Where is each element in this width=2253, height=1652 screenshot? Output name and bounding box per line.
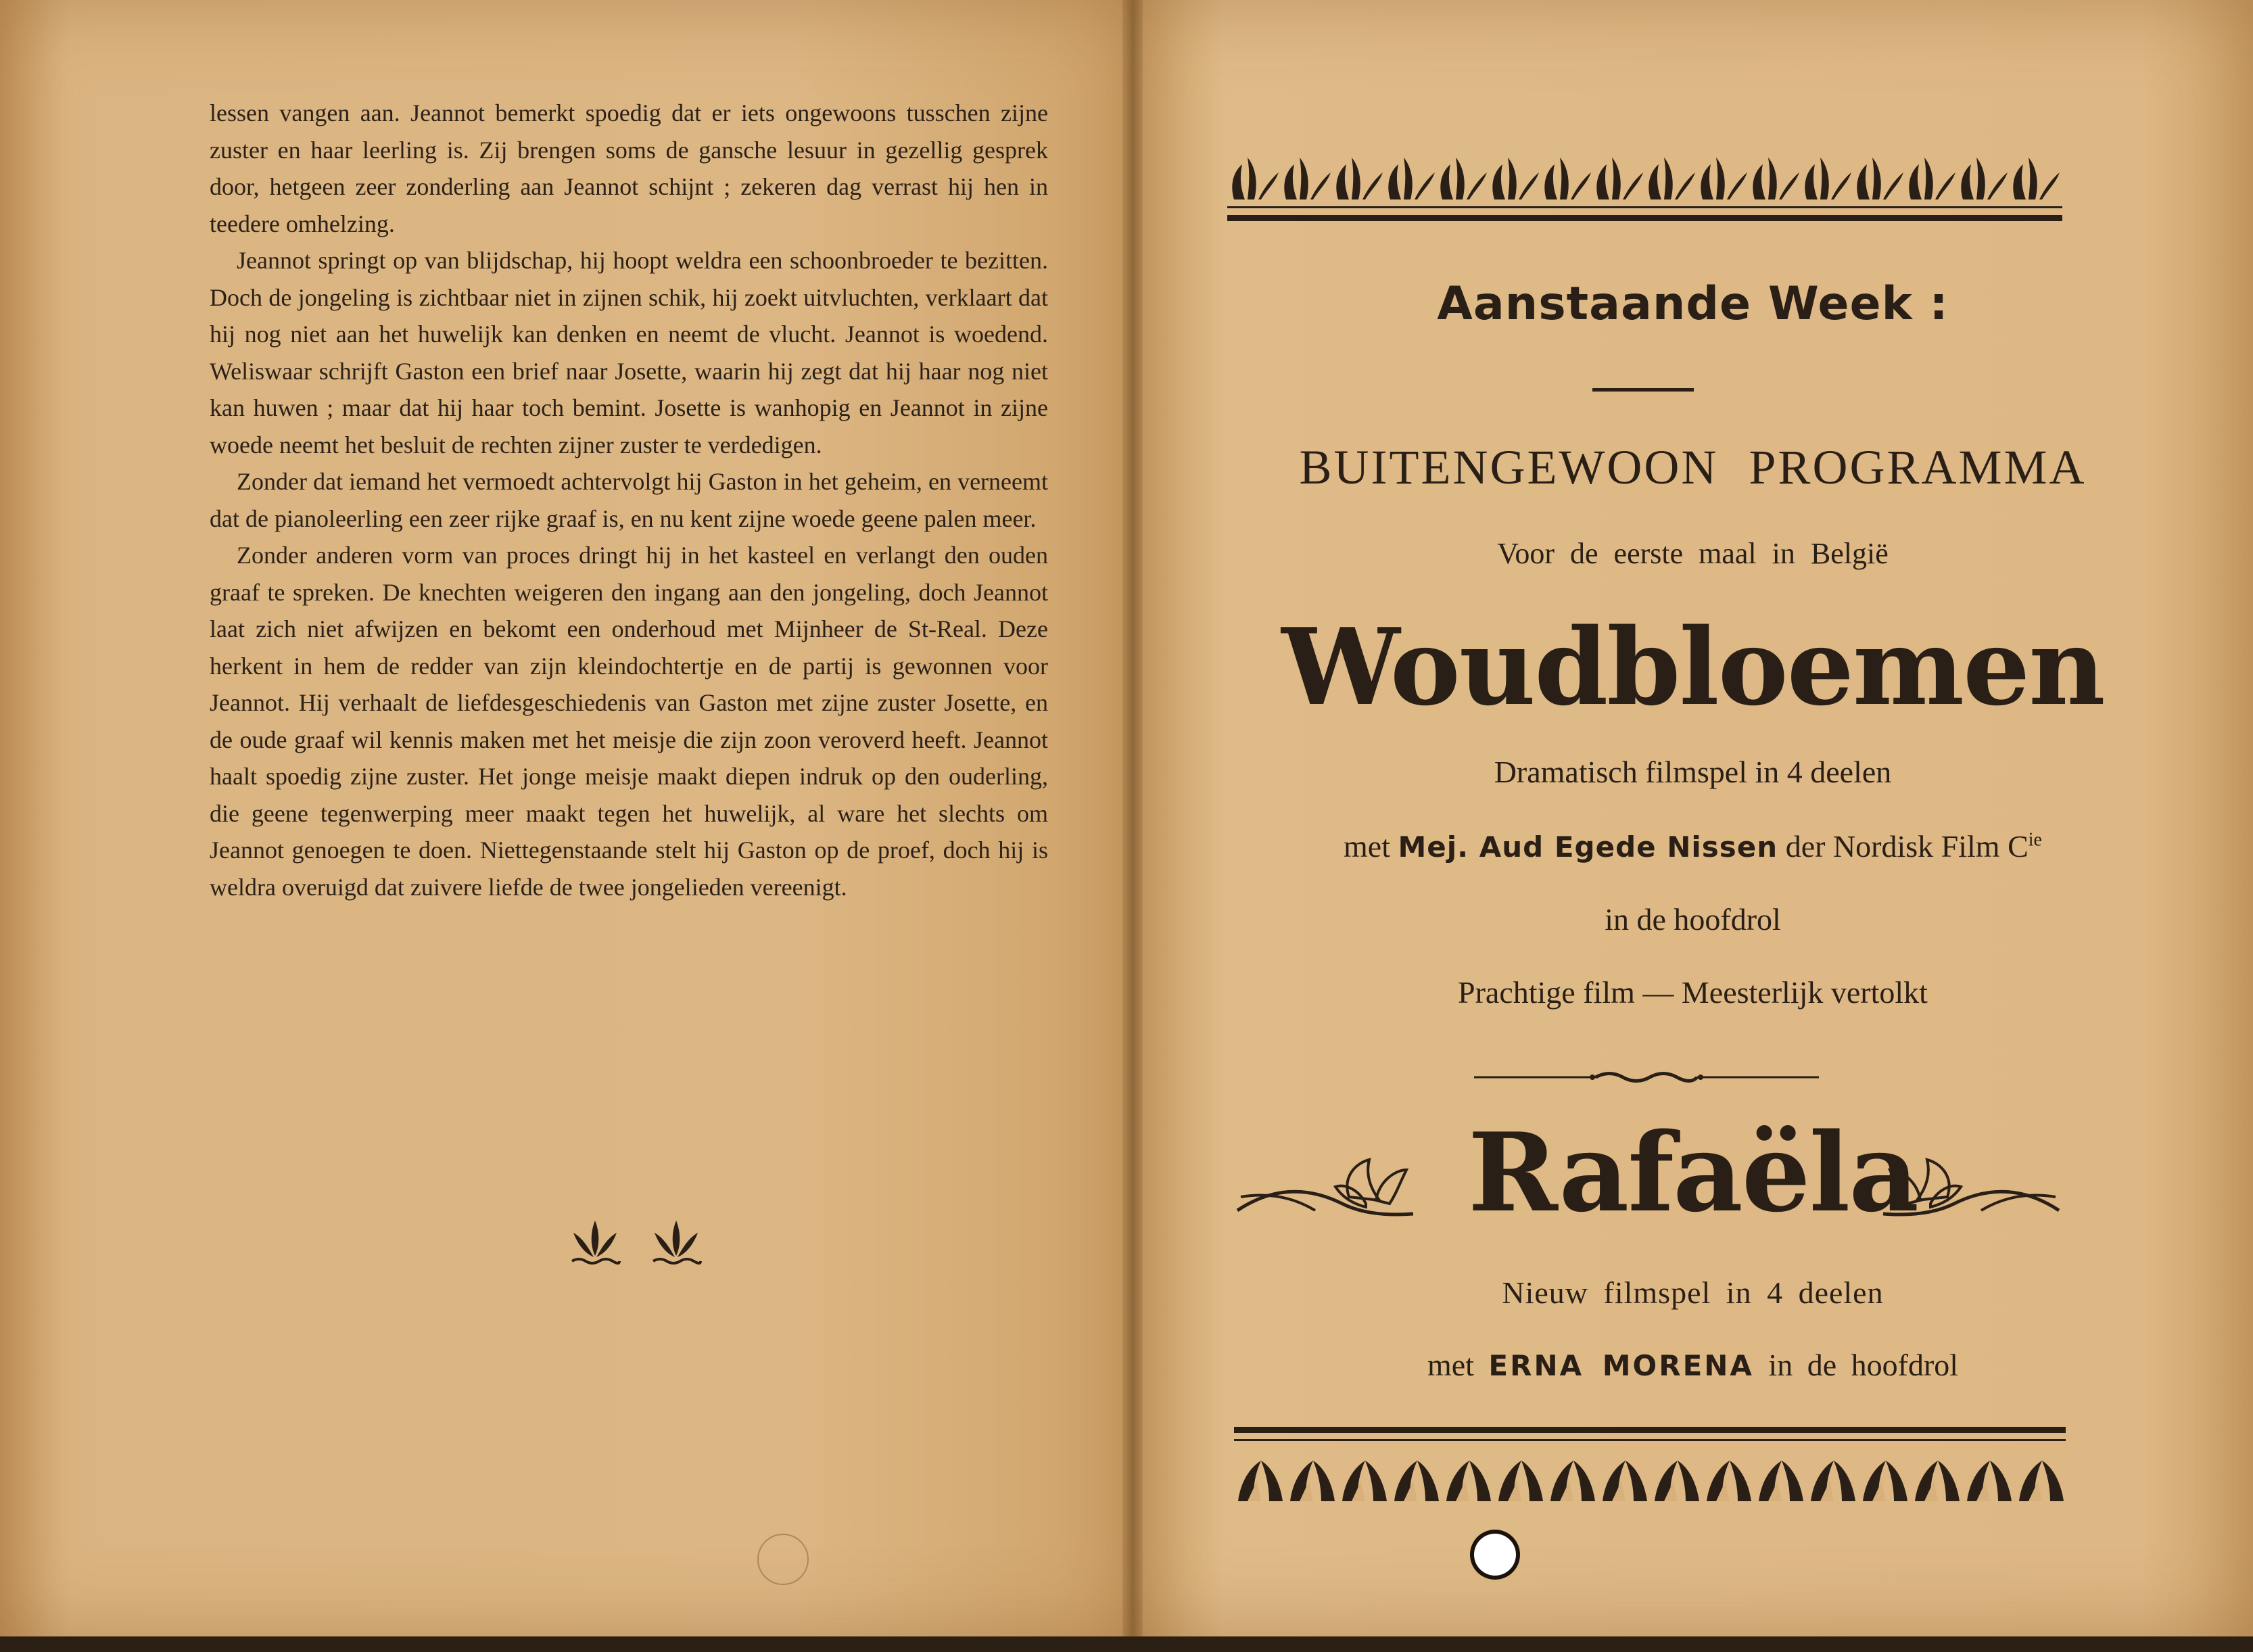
with-prefix: met — [1427, 1348, 1474, 1382]
top-heavy-rule — [1227, 215, 2062, 221]
paragraph: Jeannot springt op van blijdschap, hij hoopt weldra een schoonbroeder te bezitten. Doch de jongeling is zichtbaar niet in zijnen schik, hij zoekt uitvluchten, verklaart dat hij nog niet aan het huwelijk kan denken en neemt de vlucht. Jeannot is woedend. Weliswaar schrijft Gaston een brief naar Josette, waarin hij zegt dat hij haar nog niet kan huwen ; maar dat hij haar toch bemint. Josette is wanhopig en Jeannot in zijne woede neemt het besluit de rechten zijner zuster te verdedigen. — [210, 247, 1048, 458]
program-heading: BUITENGEWOON PROGRAMMA — [1299, 440, 2087, 494]
bottom-leaf-border — [1234, 1447, 2066, 1508]
film2-role: in de hoofdrol — [1768, 1348, 1959, 1382]
program-page — [1133, 0, 2253, 1636]
scroll-divider — [1474, 1067, 1819, 1087]
top-leaf-border — [1227, 145, 2062, 227]
film2-cast-line — [1133, 1347, 2253, 1383]
short-divider — [1592, 388, 1694, 392]
lotus-ornament-pair — [568, 1214, 710, 1268]
film2-subtitle: Nieuw filmspel in 4 deelen — [1502, 1275, 1884, 1310]
right-flourish-icon — [1880, 1150, 2062, 1224]
film1-company-sup: ie — [2028, 829, 2042, 851]
lotus-ornament-icon — [649, 1214, 703, 1268]
first-time-line: Voor de eerste maal in België — [1497, 537, 1889, 570]
film1-actress: Mej. Aud Egede Nissen — [1398, 830, 1778, 864]
film1-title: Woudbloemen — [1281, 605, 2104, 729]
film1-company: der Nordisk Film C — [1785, 829, 2029, 864]
story-text — [210, 95, 1048, 905]
bottom-heavy-rule — [1234, 1427, 2066, 1433]
film1-role: in de hoofdrol — [1605, 902, 1781, 937]
paragraph: Zonder anderen vorm van proces dringt hij in het kasteel en verlangt den ouden graaf te spreken. De knechten weigeren den ingang aan den jongeling, doch Jeannot laat zich niet afwijzen en bekomt een onderhoud met Mijnheer de St-Real. Deze herkent in hem de redder van zijn kleindochtertje en de partij is gewonnen voor Jeannot. Hij verhaalt de liefdesgeschiedenis van Gaston met zijne zuster Josette, en de oude graaf wil kennis maken met het meisje die zijn zoon veroverd heeft. Jeannot haalt spoedig zijne zuster. Het jonge meisje maakt diepen indruk op den ouderling, die geene tegenwerping meer maakt tegen het huwelijk, al ware het slechts om Jeannot genoegen te doen. Niettegenstaande stelt hij Gaston op de proef, doch hij is weldra overuigd dat zuivere liefde de twee jongelieden vereenigt. — [210, 542, 1048, 901]
film1-cast-line — [1133, 828, 2253, 864]
paragraph: lessen vangen aan. Jeannot bemerkt spoedig dat er iets ongewoons tusschen zijne zuster en haar leerling is. Zij brengen soms de gansche lesuur in gezellig gesprek door, hetgeen zeer zonderling aan Jeannot schijnt ; zekeren dag verrast hij hen in teedere omhelzing. — [210, 99, 1048, 237]
coming-week-heading: Aanstaande Week : — [1437, 277, 1949, 331]
bottom-thin-rule — [1234, 1439, 2066, 1441]
film1-praise: Prachtige film — Meesterlijk vertolkt — [1458, 975, 1928, 1010]
with-prefix: met — [1344, 829, 1390, 864]
top-thin-rule — [1227, 206, 2062, 208]
punch-hole — [757, 1534, 809, 1585]
paragraph: Zonder dat iemand het vermoedt achtervolgt hij Gaston in het geheim, en verneemt dat de pianoleerling een zeer rijke graaf is, en nu kent zijne woede geene palen meer. — [210, 468, 1048, 532]
punch-hole — [1474, 1534, 1516, 1576]
film2-actress: ERNA MORENA — [1488, 1349, 1754, 1382]
lotus-ornament-icon — [568, 1214, 622, 1268]
film1-subtitle: Dramatisch filmspel in 4 deelen — [1494, 755, 1892, 789]
film2-title: Rafaëla — [1467, 1109, 1918, 1236]
